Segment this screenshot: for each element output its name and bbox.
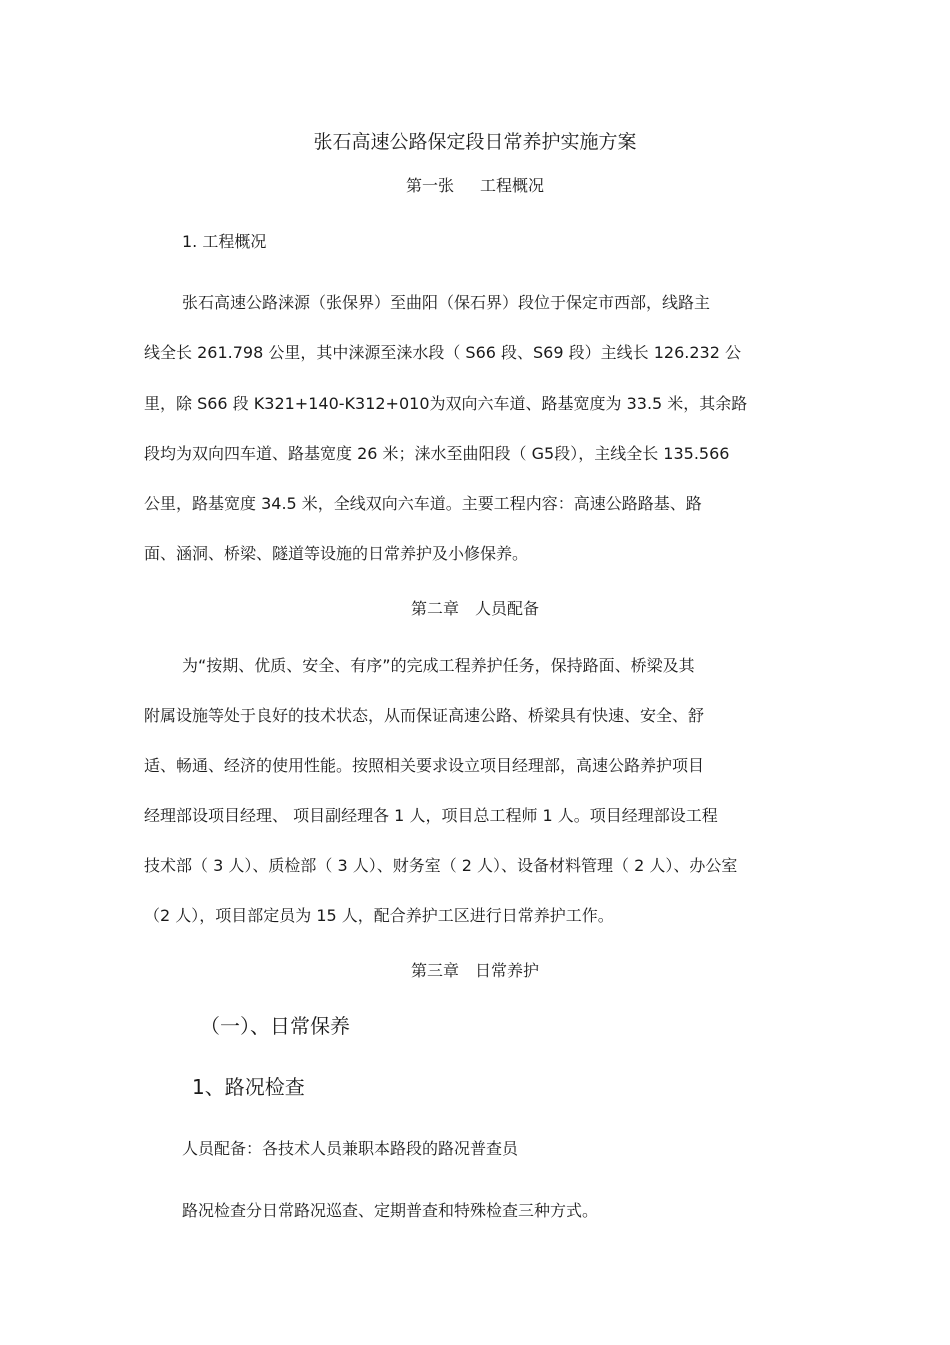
chapter-1-label: 第一张 [405,176,454,195]
subsection-heading-daily-maintenance: （一）、日常保养 [200,1014,350,1038]
para1-line-4: 段均为双向四车道、路基宽度 26 米；涞水至曲阳段（ G5段），主线全长 135.566 [144,444,730,463]
document-title: 张石高速公路保定段日常养护实施方案 [313,131,637,153]
chapter-3-title: 日常养护 [475,961,540,980]
para1-line-1: 张石高速公路涞源（张保界）至曲阳（保石界）段位于保定市西部，线路主 [182,293,711,312]
para2-line-6: （2 人），项目部定员为 15 人，配合养护工区进行日常养护工作。 [144,906,614,925]
chapter-2-title: 人员配备 [475,599,540,618]
item-1-heading-road-inspection: 1、路况检查 [192,1075,305,1099]
para2-line-3: 适、畅通、经济的使用性能。按照相关要求设立项目经理部，高速公路养护项目 [144,756,705,775]
para1-line-6: 面、涵洞、桥梁、隧道等设施的日常养护及小修保养。 [144,544,529,563]
para2-line-1: 为“按期、优质、安全、有序”的完成工程养护任务，保持路面、桥梁及其 [182,656,695,675]
para1-line-3: 里，除 S66 段 K321+140-K312+010为双向六车道、路基宽度为 33.5 米，其余路 [144,394,748,413]
chapter-1-title: 工程概况 [480,176,545,195]
chapter-1-heading [0,174,950,198]
para1-line-5: 公里，路基宽度 34.5 米，全线双向六车道。主要工程内容：高速公路路基、路 [144,494,702,513]
para2-line-5: 技术部（ 3 人）、质检部（ 3 人）、财务室（ 2 人）、设备材料管理（ 2 人）、办公室 [144,856,738,875]
staffing-line: 人员配备：各技术人员兼职本路段的路况普查员 [182,1139,519,1158]
chapter-2-heading [0,597,950,621]
section-1-heading: 1. 工程概况 [182,232,267,251]
chapter-3-label: 第三章 [410,961,459,980]
para1-line-2: 线全长 261.798 公里，其中涞源至涞水段（ S66 段、S69 段）主线长 126.232 公 [144,343,741,362]
inspection-methods-line: 路况检查分日常路况巡查、定期普查和特殊检查三种方式。 [182,1201,599,1220]
para2-line-4: 经理部设项目经理、 项目副经理各 1 人，项目总工程师 1 人。项目经理部设工程 [144,806,718,825]
chapter-3-heading [0,959,950,983]
chapter-2-label: 第二章 [410,599,459,618]
para2-line-2: 附属设施等处于良好的技术状态，从而保证高速公路、桥梁具有快速、安全、舒 [144,706,705,725]
